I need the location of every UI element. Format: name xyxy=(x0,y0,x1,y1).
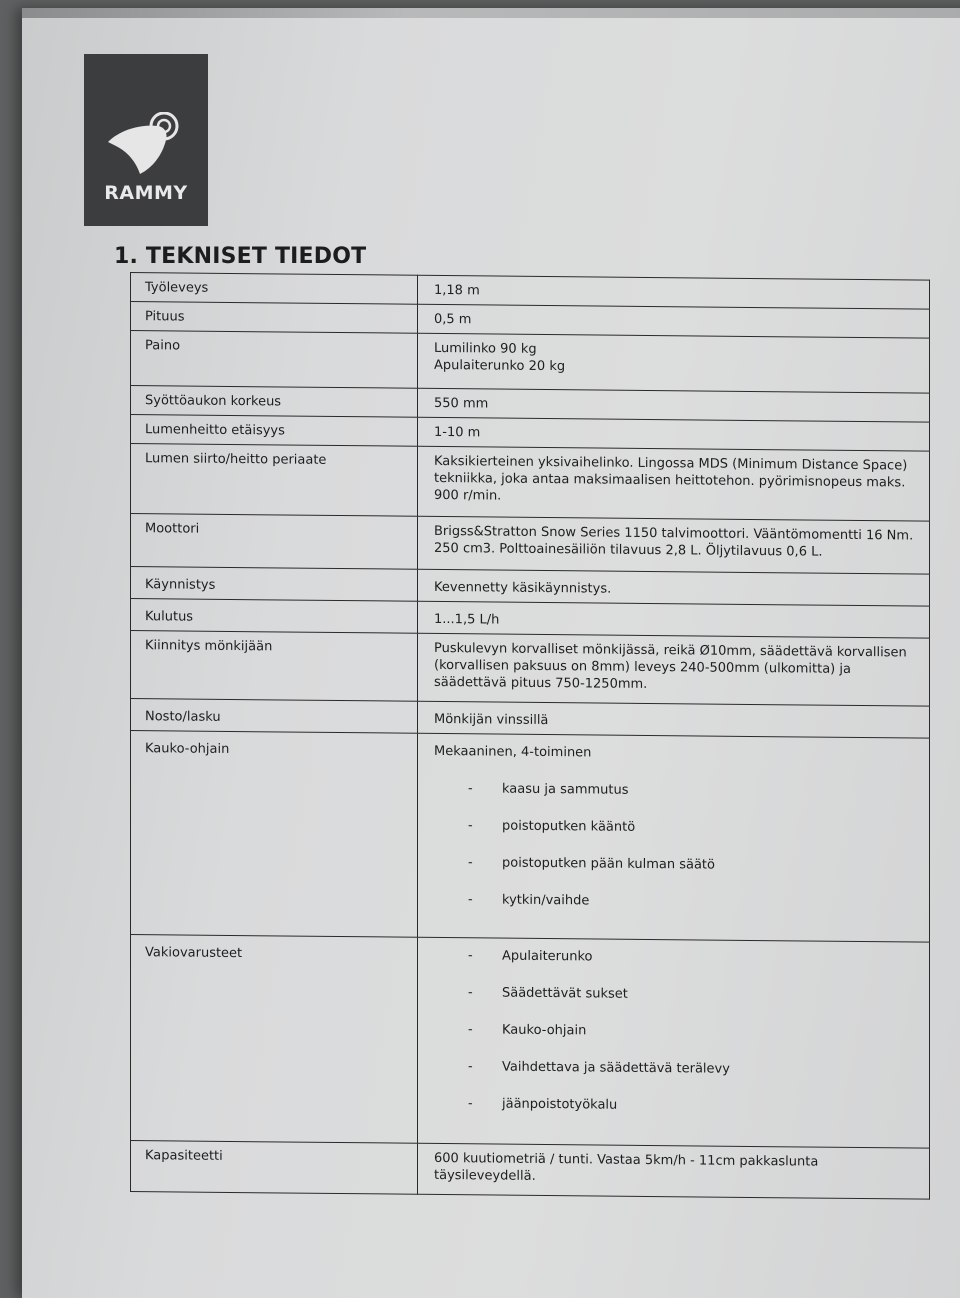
list-item: - kytkin/vaihde xyxy=(434,891,915,913)
page-top-strip xyxy=(22,8,960,18)
spec-label: Pituus xyxy=(131,302,418,334)
spec-label: Kauko-ohjain xyxy=(131,731,418,938)
spec-row xyxy=(131,331,930,394)
spec-table-wrapper xyxy=(130,272,930,1200)
list-item: - jäänpoistotyökalu xyxy=(434,1095,915,1117)
spec-value: 1...1,5 L/h xyxy=(418,601,930,638)
list-item: - poistoputken pään kulman säätö xyxy=(434,854,915,876)
ram-head-icon xyxy=(102,112,192,182)
spec-label: Vakiovarusteet xyxy=(131,935,418,1144)
spec-value-line: Lumilinko 90 kg xyxy=(434,340,537,357)
spec-label: Nosto/lasku xyxy=(131,699,418,734)
spec-value: 0,5 m xyxy=(418,304,930,338)
list-item: - Säädettävät sukset xyxy=(434,984,915,1006)
spec-row xyxy=(131,1141,930,1200)
spec-value: Mönkijän vinssillä xyxy=(418,701,930,738)
spec-label: Paino xyxy=(131,331,418,389)
spec-row xyxy=(131,935,930,1149)
brand-name: RAMMY xyxy=(104,182,188,204)
spec-label: Työleveys xyxy=(131,273,418,305)
spec-label: Kulutus xyxy=(131,599,418,634)
list-item: - poistoputken kääntö xyxy=(434,817,915,839)
brand-logo xyxy=(84,54,208,226)
spec-label: Käynnistys xyxy=(131,567,418,602)
spec-value xyxy=(418,937,930,1148)
spec-label: Kiinnitys mönkijään xyxy=(131,631,418,702)
spec-row xyxy=(131,731,930,943)
spec-label: Kapasiteetti xyxy=(131,1141,418,1195)
spec-label: Moottori xyxy=(131,514,418,570)
spec-label: Lumen siirto/heitto periaate xyxy=(131,444,418,517)
spec-row xyxy=(131,514,930,575)
spec-row xyxy=(131,631,930,707)
list-item: - Vaihdettava ja säädettävä terälevy xyxy=(434,1058,915,1080)
spec-label: Syöttöaukon korkeus xyxy=(131,386,418,418)
spec-row xyxy=(131,444,930,522)
list-item: - kaasu ja sammutus xyxy=(434,780,915,802)
list-item: - Kauko-ohjain xyxy=(434,1021,915,1043)
spec-value: Brigss&Stratton Snow Series 1150 talvimoottori. Vääntömomentti 16 Nm. 250 cm3. Polttoainesäiliön tilavuus 2,8 L. Öljytilavuus 0,6 L. xyxy=(418,516,930,574)
spec-dash-list xyxy=(434,780,915,913)
spec-value: Kevennetty käsikäynnistys. xyxy=(418,569,930,606)
spec-value: Puskulevyn korvalliset mönkijässä, reikä Ø10mm, säädettävä korvallisen (korvallisen paksuus on 8mm) leveys 240-500mm (ulkomitta) ja säädettävä pituus 750-1250mm. xyxy=(418,633,930,706)
section-heading: 1. TEKNISET TIEDOT xyxy=(114,244,367,269)
spec-dash-list xyxy=(434,947,915,1117)
spec-value xyxy=(418,333,930,393)
spec-table xyxy=(130,272,930,1200)
spec-value: Kaksikierteinen yksivaihelinko. Lingossa MDS (Minimum Distance Space) tekniikka, joka antaa maksimaalisen heittotehon. pyörimisnopeus maks. 900 r/min. xyxy=(418,446,930,521)
list-item: - Apulaiterunko xyxy=(434,947,915,969)
spec-label: Lumenheitto etäisyys xyxy=(131,415,418,447)
spec-value xyxy=(418,733,930,942)
spec-value-line: Apulaiterunko 20 kg xyxy=(434,357,566,375)
spec-value: 600 kuutiometriä / tunti. Vastaa 5km/h - 11cm pakkaslunta täysileveydellä. xyxy=(418,1143,930,1199)
spec-value: 550 mm xyxy=(418,388,930,422)
manual-page xyxy=(22,8,960,1298)
spec-value: 1-10 m xyxy=(418,417,930,451)
spec-value: 1,18 m xyxy=(418,275,930,309)
spec-value-line: Mekaaninen, 4-toiminen xyxy=(434,743,592,761)
